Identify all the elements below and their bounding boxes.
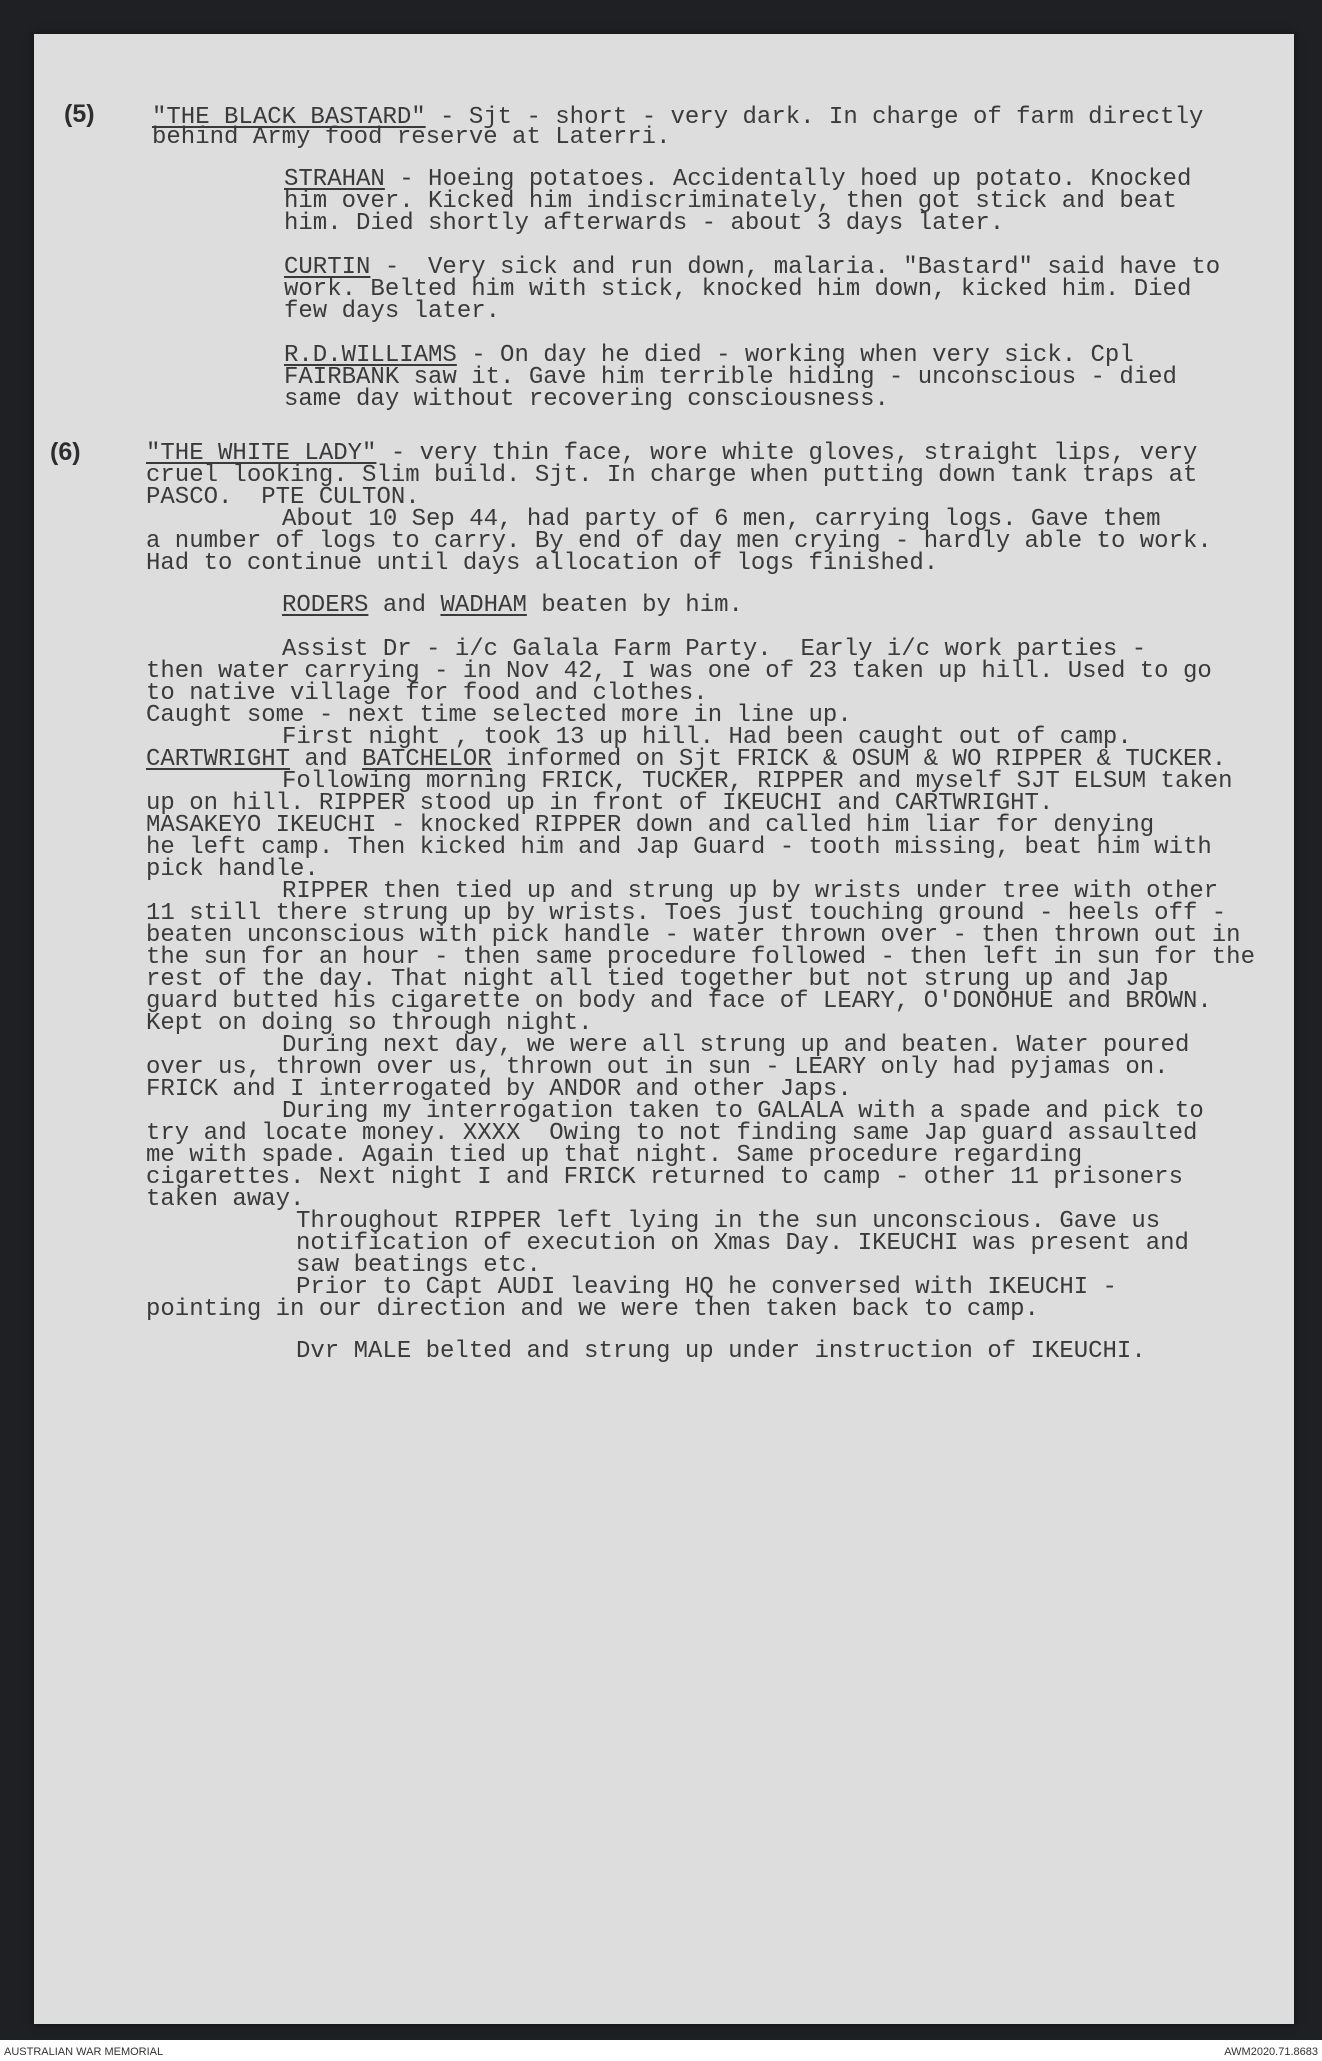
text-line: behind Army food reserve at Laterri. [152,124,671,151]
text-line: up on hill. RIPPER stood up in front of IKEUCHI and CARTWRIGHT. [146,790,1054,817]
text-line: the sun for an hour - then same procedure followed - then left in sun for the [146,944,1255,971]
text-line: "THE BLACK BASTARD" - Sjt - short - very dark. In charge of farm directly [152,104,1204,131]
text-line: Caught some - next time selected more in line up. [146,702,852,729]
text-line: him over. Kicked him indiscriminately, then got stick and beat [284,188,1177,215]
text-line: over us, thrown over us, thrown out in sun - LEARY only had pyjamas on. [146,1054,1169,1081]
text-line: beaten unconscious with pick handle - water thrown over - then thrown out in [146,922,1241,949]
text-line: notification of execution on Xmas Day. IKEUCHI was present and [296,1230,1189,1257]
text-line: R.D.WILLIAMS - On day he died - working when very sick. Cpl [284,342,1134,369]
text-line: FAIRBANK saw it. Gave him terrible hiding - unconscious - died [284,364,1177,391]
text-line: same day without recovering consciousness. [284,386,889,413]
footer-bar [0,2040,1322,2061]
text-line: cigarettes. Next night I and FRICK returned to camp - other 11 prisoners [146,1164,1183,1191]
section-number: (5) [64,100,95,128]
text-line: him. Died shortly afterwards - about 3 days later. [284,210,1005,237]
text-line: Dvr MALE belted and strung up under instruction of IKEUCHI. [296,1338,1146,1365]
text-line: pick handle. [146,856,319,883]
text-line: Following morning FRICK, TUCKER, RIPPER and myself SJT ELSUM taken [282,768,1233,795]
text-line: to native village for food and clothes. [146,680,708,707]
text-line: STRAHAN - Hoeing potatoes. Accidentally hoed up potato. Knocked [284,166,1192,193]
text-line: FRICK and I interrogated by ANDOR and other Japs. [146,1076,852,1103]
text-line: Kept on doing so through night. [146,1010,593,1037]
text-line: he left camp. Then kicked him and Jap Guard - tooth missing, beat him with [146,834,1212,861]
text-line: 11 still there strung up by wrists. Toes just touching ground - heels off - [146,900,1227,927]
section-number: (6) [50,438,81,466]
text-line: During next day, we were all strung up and beaten. Water poured [282,1032,1190,1059]
text-line: few days later. [284,298,501,325]
text-line: "THE WHITE LADY" - very thin face, wore white gloves, straight lips, very [146,440,1198,467]
text-line: RODERS and WADHAM beaten by him. [282,592,743,619]
text-line: Prior to Capt AUDI leaving HQ he conversed with IKEUCHI - [296,1274,1117,1301]
text-line: saw beatings etc. [296,1252,541,1279]
text-line: PASCO. PTE CULTON. [146,484,420,511]
text-line: cruel looking. Slim build. Sjt. In charge when putting down tank traps at [146,462,1198,489]
typed-page [34,34,1294,2024]
text-line: try and locate money. XXXX Owing to not finding same Jap guard assaulted [146,1120,1198,1147]
text-line: me with spade. Again tied up that night. Same procedure regarding [146,1142,1083,1169]
text-line: then water carrying - in Nov 42, I was one of 23 taken up hill. Used to go [146,658,1212,685]
text-line: pointing in our direction and we were then taken back to camp. [146,1296,1039,1323]
text-line: About 10 Sep 44, had party of 6 men, carrying logs. Gave them [282,506,1161,533]
text-line: a number of logs to carry. By end of day men crying - hardly able to work. [146,528,1212,555]
text-line: RIPPER then tied up and strung up by wrists under tree with other [282,878,1219,905]
text-line: CURTIN - Very sick and run down, malaria. "Bastard" said have to [284,254,1221,281]
text-line: MASAKEYO IKEUCHI - knocked RIPPER down and called him liar for denying [146,812,1155,839]
text-line: CARTWRIGHT and BATCHELOR informed on Sjt FRICK & OSUM & WO RIPPER & TUCKER. [146,746,1227,773]
footer-right-label: AWM2020.71.8683 [1224,2046,1318,2058]
text-line: Throughout RIPPER left lying in the sun unconscious. Gave us [296,1208,1161,1235]
text-line: guard butted his cigarette on body and face of LEARY, O'DONOHUE and BROWN. [146,988,1212,1015]
text-line: Assist Dr - i/c Galala Farm Party. Early i/c work parties - [282,636,1147,663]
text-line: work. Belted him with stick, knocked him down, kicked him. Died [284,276,1192,303]
text-line: During my interrogation taken to GALALA with a spade and pick to [282,1098,1204,1125]
text-line: rest of the day. That night all tied together but not strung up and Jap [146,966,1169,993]
text-line: Had to continue until days allocation of logs finished. [146,550,939,577]
footer-left-label: AUSTRALIAN WAR MEMORIAL [4,2046,164,2058]
text-line: First night , took 13 up hill. Had been caught out of camp. [282,724,1132,751]
text-line: taken away. [146,1186,305,1213]
